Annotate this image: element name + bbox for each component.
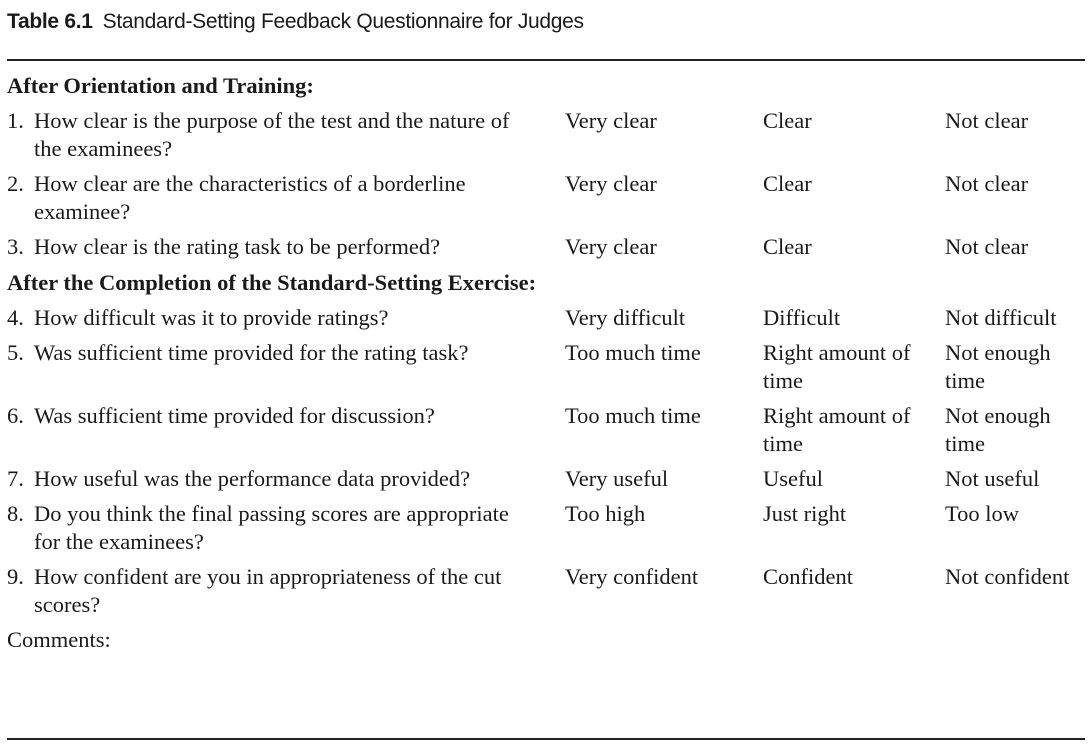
- section-heading-orientation: After Orientation and Training:: [7, 73, 314, 98]
- option-2: Clear: [763, 234, 812, 259]
- option-3: Not enough time: [945, 340, 1051, 393]
- top-rule: [7, 59, 1085, 61]
- table-row: [7, 339, 1087, 402]
- question-number: 5.: [7, 340, 24, 365]
- option-1: Very difficult: [565, 305, 686, 330]
- option-2: Useful: [763, 466, 823, 491]
- question-number: 3.: [7, 234, 24, 259]
- question-cell: [7, 402, 565, 465]
- question-text: How clear are the characteristics of a borderline examinee?: [34, 171, 466, 224]
- option-3: Not confident: [945, 564, 1070, 589]
- question-text: How difficult was it to provide ratings?: [34, 305, 389, 330]
- option-3: Not clear: [945, 108, 1029, 133]
- question-number: 4.: [7, 305, 24, 330]
- option-2: Clear: [763, 108, 812, 133]
- option-2: Confident: [763, 564, 853, 589]
- question-cell: [7, 233, 565, 268]
- option-1: Very clear: [565, 171, 657, 196]
- table-row: [7, 465, 1087, 500]
- question-cell: [7, 170, 565, 233]
- bottom-rule: [7, 738, 1085, 740]
- question-cell: [7, 304, 565, 339]
- question-number: 2.: [7, 171, 24, 196]
- questionnaire-table: [7, 72, 1087, 661]
- question-number: 6.: [7, 403, 24, 428]
- option-3: Not clear: [945, 171, 1029, 196]
- table-number: Table 6.1: [7, 10, 93, 33]
- question-text: How clear is the purpose of the test and the nature of the examinees?: [34, 108, 510, 161]
- question-text: Do you think the final passing scores are appropriate for the examinees?: [34, 501, 509, 554]
- section-heading-completion: After the Completion of the Standard-Setting Exercise:: [7, 270, 537, 295]
- option-3: Not useful: [945, 466, 1040, 491]
- question-number: 8.: [7, 501, 24, 526]
- question-number: 9.: [7, 564, 24, 589]
- option-2: Just right: [763, 501, 847, 526]
- option-1: Very clear: [565, 234, 657, 259]
- question-text: Was sufficient time provided for the rating task?: [34, 340, 469, 365]
- question-text: How useful was the performance data provided?: [34, 466, 471, 491]
- option-1: Very clear: [565, 108, 657, 133]
- option-3: Too low: [945, 501, 1020, 526]
- table-row: [7, 402, 1087, 465]
- question-cell: [7, 339, 565, 402]
- option-3: Not enough time: [945, 403, 1051, 456]
- table-title: Standard-Setting Feedback Questionnaire for Judges: [102, 10, 584, 33]
- option-3: Not clear: [945, 234, 1029, 259]
- comments-label: Comments:: [7, 627, 111, 652]
- option-2: Clear: [763, 171, 812, 196]
- option-2: Difficult: [763, 305, 841, 330]
- option-1: Too much time: [565, 403, 701, 428]
- option-1: Very confident: [565, 564, 699, 589]
- table-row: [7, 233, 1087, 268]
- question-number: 7.: [7, 466, 24, 491]
- table-row: [7, 563, 1087, 626]
- table-row: [7, 304, 1087, 339]
- option-1: Very useful: [565, 466, 669, 491]
- table-row: [7, 500, 1087, 563]
- option-1: Too much time: [565, 340, 701, 365]
- question-text: How clear is the rating task to be performed?: [34, 234, 441, 259]
- question-text: How confident are you in appropriateness of the cut scores?: [34, 564, 502, 617]
- table-row: [7, 107, 1087, 170]
- table-caption: [7, 10, 584, 34]
- table-row: [7, 170, 1087, 233]
- question-number: 1.: [7, 108, 24, 133]
- question-cell: [7, 107, 565, 170]
- question-cell: [7, 563, 565, 626]
- option-2: Right amount of time: [763, 403, 911, 456]
- option-1: Too high: [565, 501, 646, 526]
- question-text: Was sufficient time provided for discussion?: [34, 403, 435, 428]
- question-cell: [7, 465, 565, 500]
- option-3: Not difficult: [945, 305, 1057, 330]
- option-2: Right amount of time: [763, 340, 911, 393]
- question-cell: [7, 500, 565, 563]
